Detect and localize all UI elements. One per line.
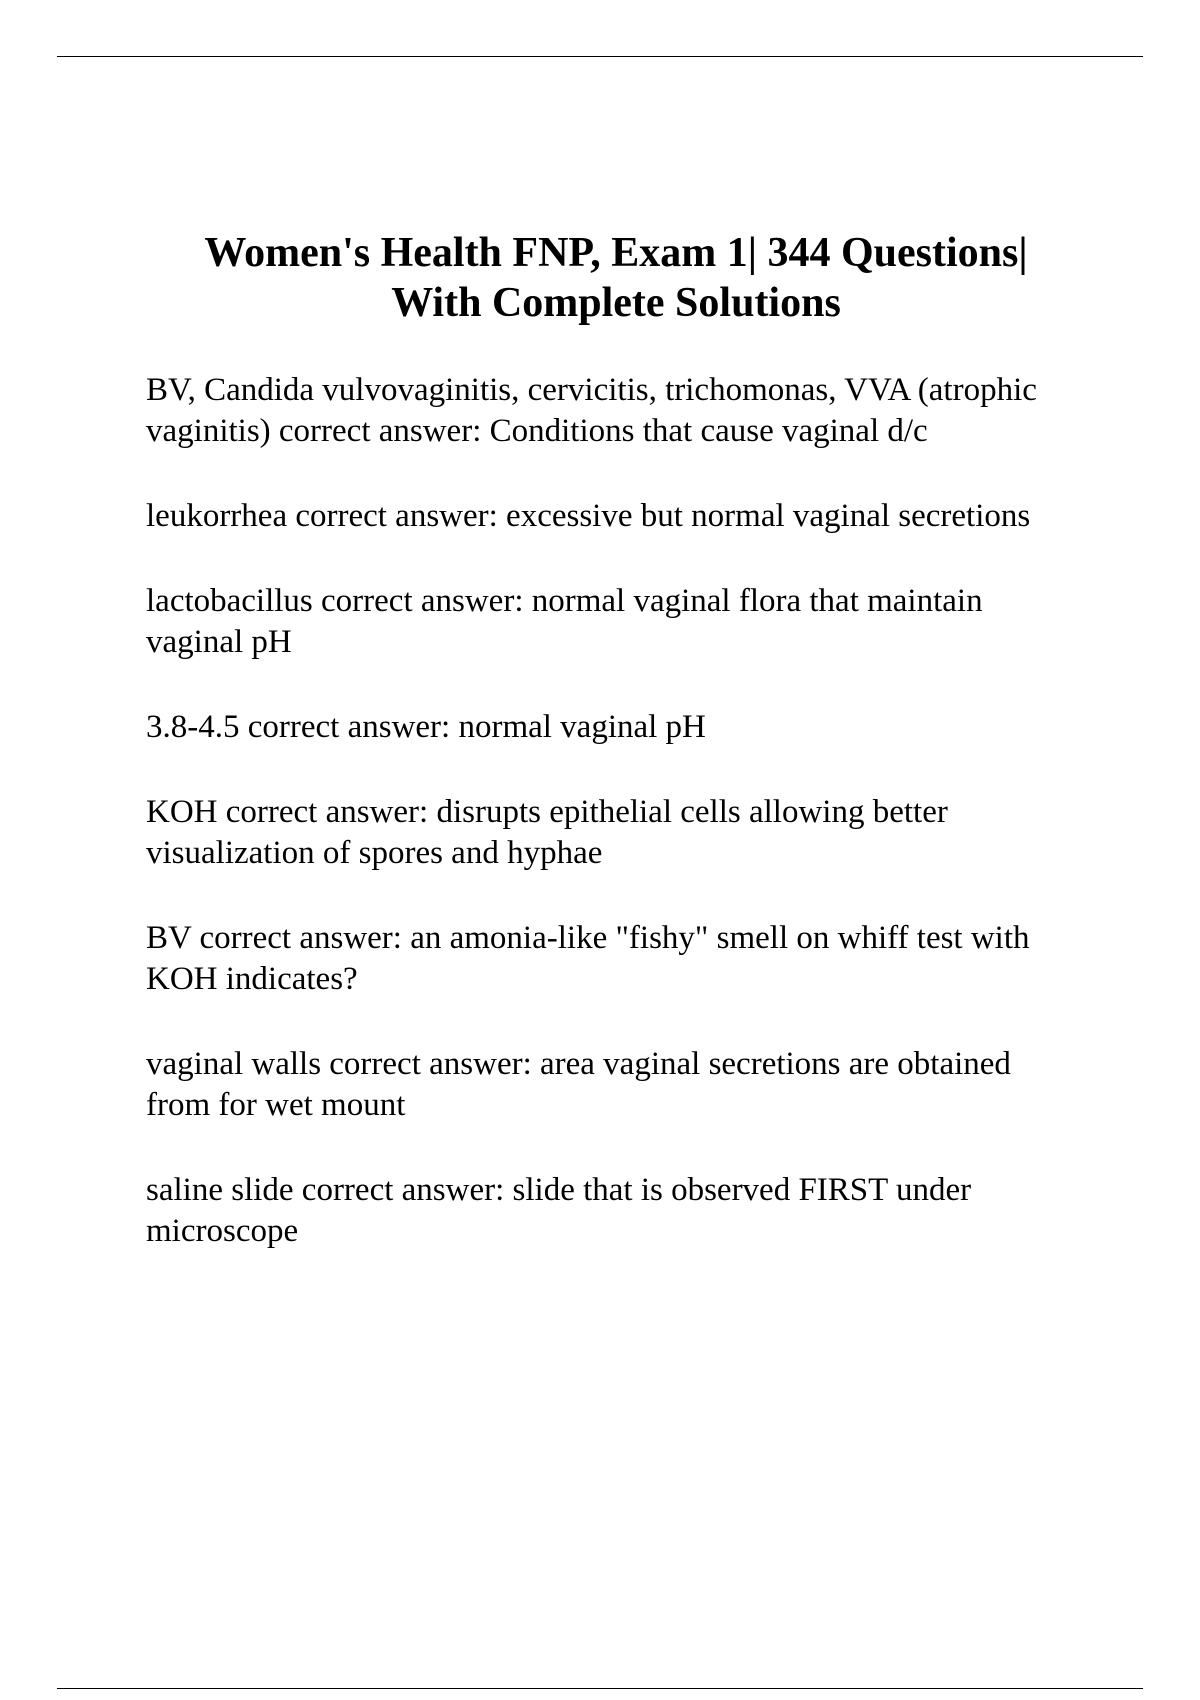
qa-item: lactobacillus correct answer: normal vaginal flora that maintain vaginal pH: [146, 583, 983, 660]
qa-item: BV correct answer: an amonia-like "fishy" smell on whiff test with KOH indicates?: [146, 920, 1030, 997]
title-line-1: Women's Health FNP, Exam 1| 344 Questions|: [204, 230, 1028, 276]
footer-divider: [57, 1688, 1143, 1689]
document-title: [146, 228, 1086, 328]
qa-item: 3.8-4.5 correct answer: normal vaginal pH: [146, 709, 706, 745]
title-line-2: With Complete Solutions: [391, 280, 841, 326]
qa-item: leukorrhea correct answer: excessive but normal vaginal secretions: [146, 498, 1031, 534]
header-divider: [57, 56, 1143, 57]
qa-item: saline slide correct answer: slide that is observed FIRST under microscope: [146, 1172, 972, 1249]
qa-item: BV, Candida vulvovaginitis, cervicitis, trichomonas, VVA (atrophic vaginitis) correct answer: Conditions that cause vaginal d/c: [146, 372, 1037, 449]
qa-item: KOH correct answer: disrupts epithelial cells allowing better visualization of spores and hyphae: [146, 794, 948, 871]
page-content: [146, 228, 1086, 1296]
qa-item: vaginal walls correct answer: area vaginal secretions are obtained from for wet mount: [146, 1046, 1011, 1123]
qa-list: [146, 370, 1086, 1252]
